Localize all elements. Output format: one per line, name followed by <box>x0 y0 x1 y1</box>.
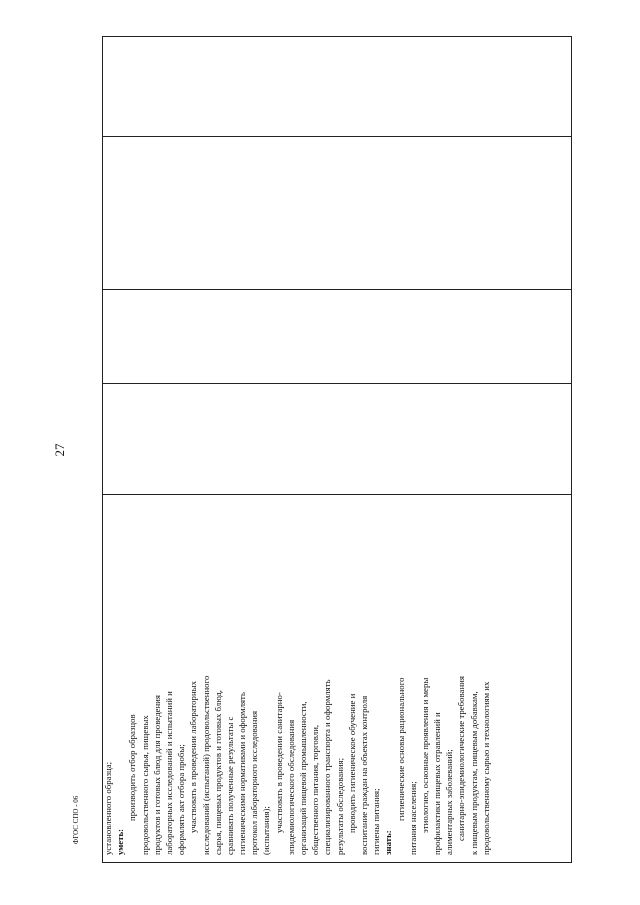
text-line: питания населения; <box>407 781 418 855</box>
page-number: 27 <box>52 443 67 457</box>
text-line: эпидемиологического обследования <box>285 719 296 855</box>
text-line: протокол лабораторного исследования <box>249 710 260 855</box>
text-line: уметь: <box>115 828 126 855</box>
text-line: алиментарных заболеваний; <box>444 749 455 855</box>
text-line: профилактики пищевых отравлений и <box>432 712 443 855</box>
text-line: оформлять акт отбора пробы; <box>176 744 187 855</box>
text-line: знать: <box>383 830 394 855</box>
text-line: участвовать в проведении лабораторных <box>188 681 199 833</box>
text-line: воспитание граждан на объектах контроля <box>358 695 369 855</box>
text-line: исследований (испытаний) продовольственного <box>200 675 211 855</box>
text-line: продуктов и готовых блюд для проведения <box>151 695 162 855</box>
text-line: гигиенические основы рационального <box>395 677 406 821</box>
text-line: сырья, пищевых продуктов и готовых блюд, <box>212 689 223 855</box>
table-row-divider-2 <box>102 289 572 290</box>
text-line: проводить гигиеническое обучение и <box>346 693 357 833</box>
text-line: производить отбор образцов <box>127 714 138 821</box>
competence-text-cell <box>102 495 572 855</box>
table-row-divider-3 <box>102 383 572 384</box>
table-border-bottom <box>102 862 572 863</box>
text-line: установленного образца; <box>103 761 113 855</box>
text-line: гигиеническими нормативами и оформлять <box>237 692 248 855</box>
text-line: участвовать в проведении санитарно- <box>273 692 284 833</box>
text-line: продовольственного сырья, пищевых <box>139 715 150 855</box>
text-line: продовольственному сырью и технологиям их <box>480 681 491 855</box>
table-row-divider-1 <box>102 136 572 137</box>
text-line: лабораторных исследований и испытаний и <box>163 691 174 855</box>
text-line: к пищевым продуктам, пищевым добавкам, <box>468 691 479 855</box>
text-line: специализированного транспорта и оформлять <box>322 679 333 855</box>
text-line: санитарно-эпидемиологические требования <box>456 676 467 841</box>
text-line: сравнивать полученные результаты с <box>224 716 235 855</box>
footer-label: ФГОС СПО - 06 <box>72 795 80 845</box>
text-line: гигиены питания; <box>371 788 382 855</box>
text-line: результаты обследования; <box>334 757 345 855</box>
text-line: организаций пищевой промышленности, <box>298 701 308 855</box>
text-line: общественного питания, торговли, <box>310 724 321 855</box>
text-line: этиологию, основные проявления и меры <box>419 677 430 833</box>
text-line: (испытания); <box>261 806 272 855</box>
table-border-top <box>102 36 572 37</box>
